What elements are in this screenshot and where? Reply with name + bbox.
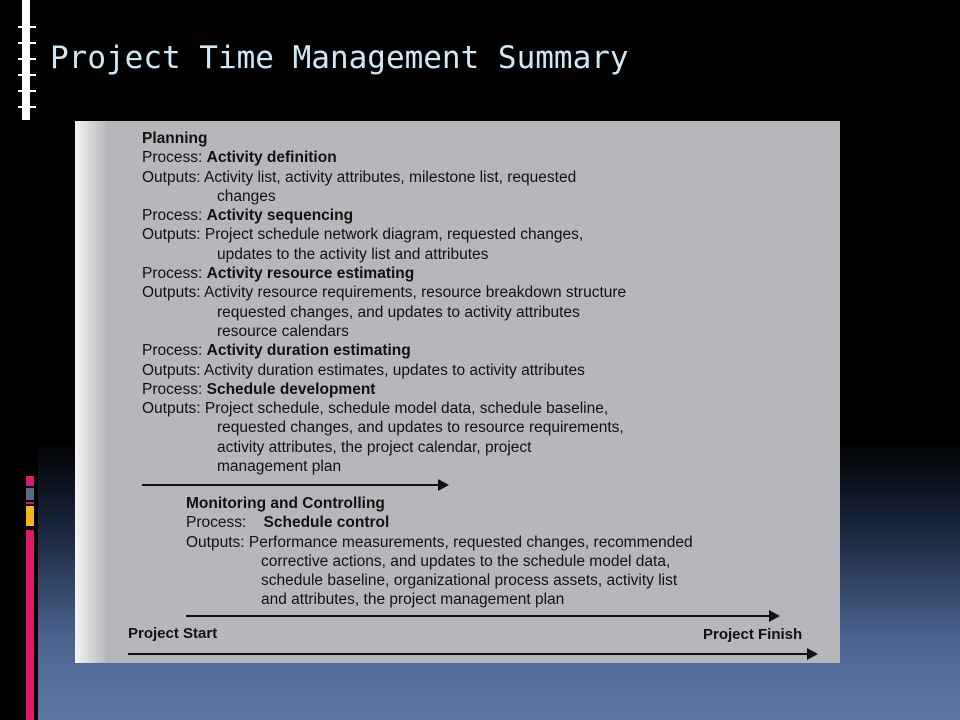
outputs-label: Outputs: — [142, 361, 201, 379]
pink-accent-bar — [26, 476, 34, 486]
outputs-line — [186, 533, 693, 552]
process-line — [142, 148, 626, 167]
process-name: Activity resource estimating — [206, 265, 415, 283]
process-line — [142, 264, 626, 283]
figure-page-shade — [75, 121, 107, 663]
outputs-continuation: requested changes, and updates to resource requirements, — [217, 419, 624, 437]
process-name: Activity sequencing — [206, 207, 354, 225]
process-name: Schedule development — [206, 380, 376, 398]
outputs-text: Activity resource requirements, resource breakdown structure — [204, 284, 627, 302]
outputs-label: Outputs: — [142, 168, 201, 186]
process-line — [142, 341, 626, 360]
process-name: Schedule control — [263, 514, 390, 532]
project-start-label: Project Start — [128, 625, 218, 642]
outputs-line — [142, 168, 626, 187]
gray-accent-bar — [26, 488, 34, 500]
planning-heading: Planning — [142, 130, 208, 147]
planning-arrow — [142, 484, 447, 486]
outputs-label: Outputs: — [142, 284, 201, 302]
time-management-figure — [75, 121, 840, 663]
outputs-continuation: activity attributes, the project calendar, project — [217, 438, 532, 456]
outputs-line — [142, 399, 626, 418]
accent-tick — [18, 74, 36, 76]
monitoring-heading: Monitoring and Controlling — [186, 495, 385, 512]
accent-tick — [18, 58, 36, 60]
outputs-label: Outputs: — [142, 226, 201, 244]
outputs-label: Outputs: — [142, 400, 201, 418]
accent-tick — [18, 42, 36, 44]
outputs-label: Outputs: — [186, 533, 245, 551]
outputs-line — [142, 283, 626, 302]
accent-tick — [18, 106, 36, 108]
yellow-accent-bar — [26, 506, 34, 526]
process-label: Process: — [186, 514, 247, 532]
process-name: Activity definition — [206, 149, 337, 167]
outputs-continuation: corrective actions, and updates to the schedule model data, — [261, 552, 671, 570]
outputs-text: Activity duration estimates, updates to activity attributes — [204, 361, 585, 379]
outputs-continuation: changes — [217, 187, 276, 205]
left-decoration-strip — [0, 0, 38, 720]
process-line — [186, 513, 693, 532]
timeline-arrow — [128, 653, 816, 655]
monitoring-arrow — [186, 615, 778, 617]
outputs-continuation: updates to the activity list and attributes — [217, 245, 489, 263]
outputs-continuation: schedule baseline, organizational process assets, activity list — [261, 572, 678, 590]
white-accent-bar — [22, 0, 30, 120]
outputs-text: Activity list, activity attributes, milestone list, requested — [204, 168, 577, 186]
outputs-text: Project schedule network diagram, requested changes, — [204, 226, 584, 244]
process-label: Process: — [142, 149, 203, 167]
accent-tick — [18, 26, 36, 28]
outputs-continuation: resource calendars — [217, 322, 349, 340]
outputs-continuation: and attributes, the project management plan — [261, 591, 565, 609]
process-label: Process: — [142, 207, 203, 225]
slide-title: Project Time Management Summary — [50, 40, 629, 76]
project-finish-label: Project Finish — [703, 626, 803, 643]
planning-block — [142, 129, 626, 476]
outputs-line — [142, 225, 626, 244]
pink-accent-bar — [26, 502, 34, 504]
outputs-text: Performance measurements, requested changes, recommended — [248, 533, 693, 551]
monitoring-block — [186, 494, 693, 610]
process-label: Process: — [142, 380, 203, 398]
outputs-continuation: requested changes, and updates to activity attributes — [217, 303, 580, 321]
process-name: Activity duration estimating — [206, 342, 411, 360]
process-label: Process: — [142, 265, 203, 283]
pink-accent-bar — [26, 530, 34, 720]
outputs-continuation: management plan — [217, 458, 342, 476]
accent-tick — [18, 90, 36, 92]
outputs-text: Project schedule, schedule model data, schedule baseline, — [204, 400, 609, 418]
process-line — [142, 380, 626, 399]
outputs-line — [142, 361, 626, 380]
process-label: Process: — [142, 342, 203, 360]
process-line — [142, 206, 626, 225]
